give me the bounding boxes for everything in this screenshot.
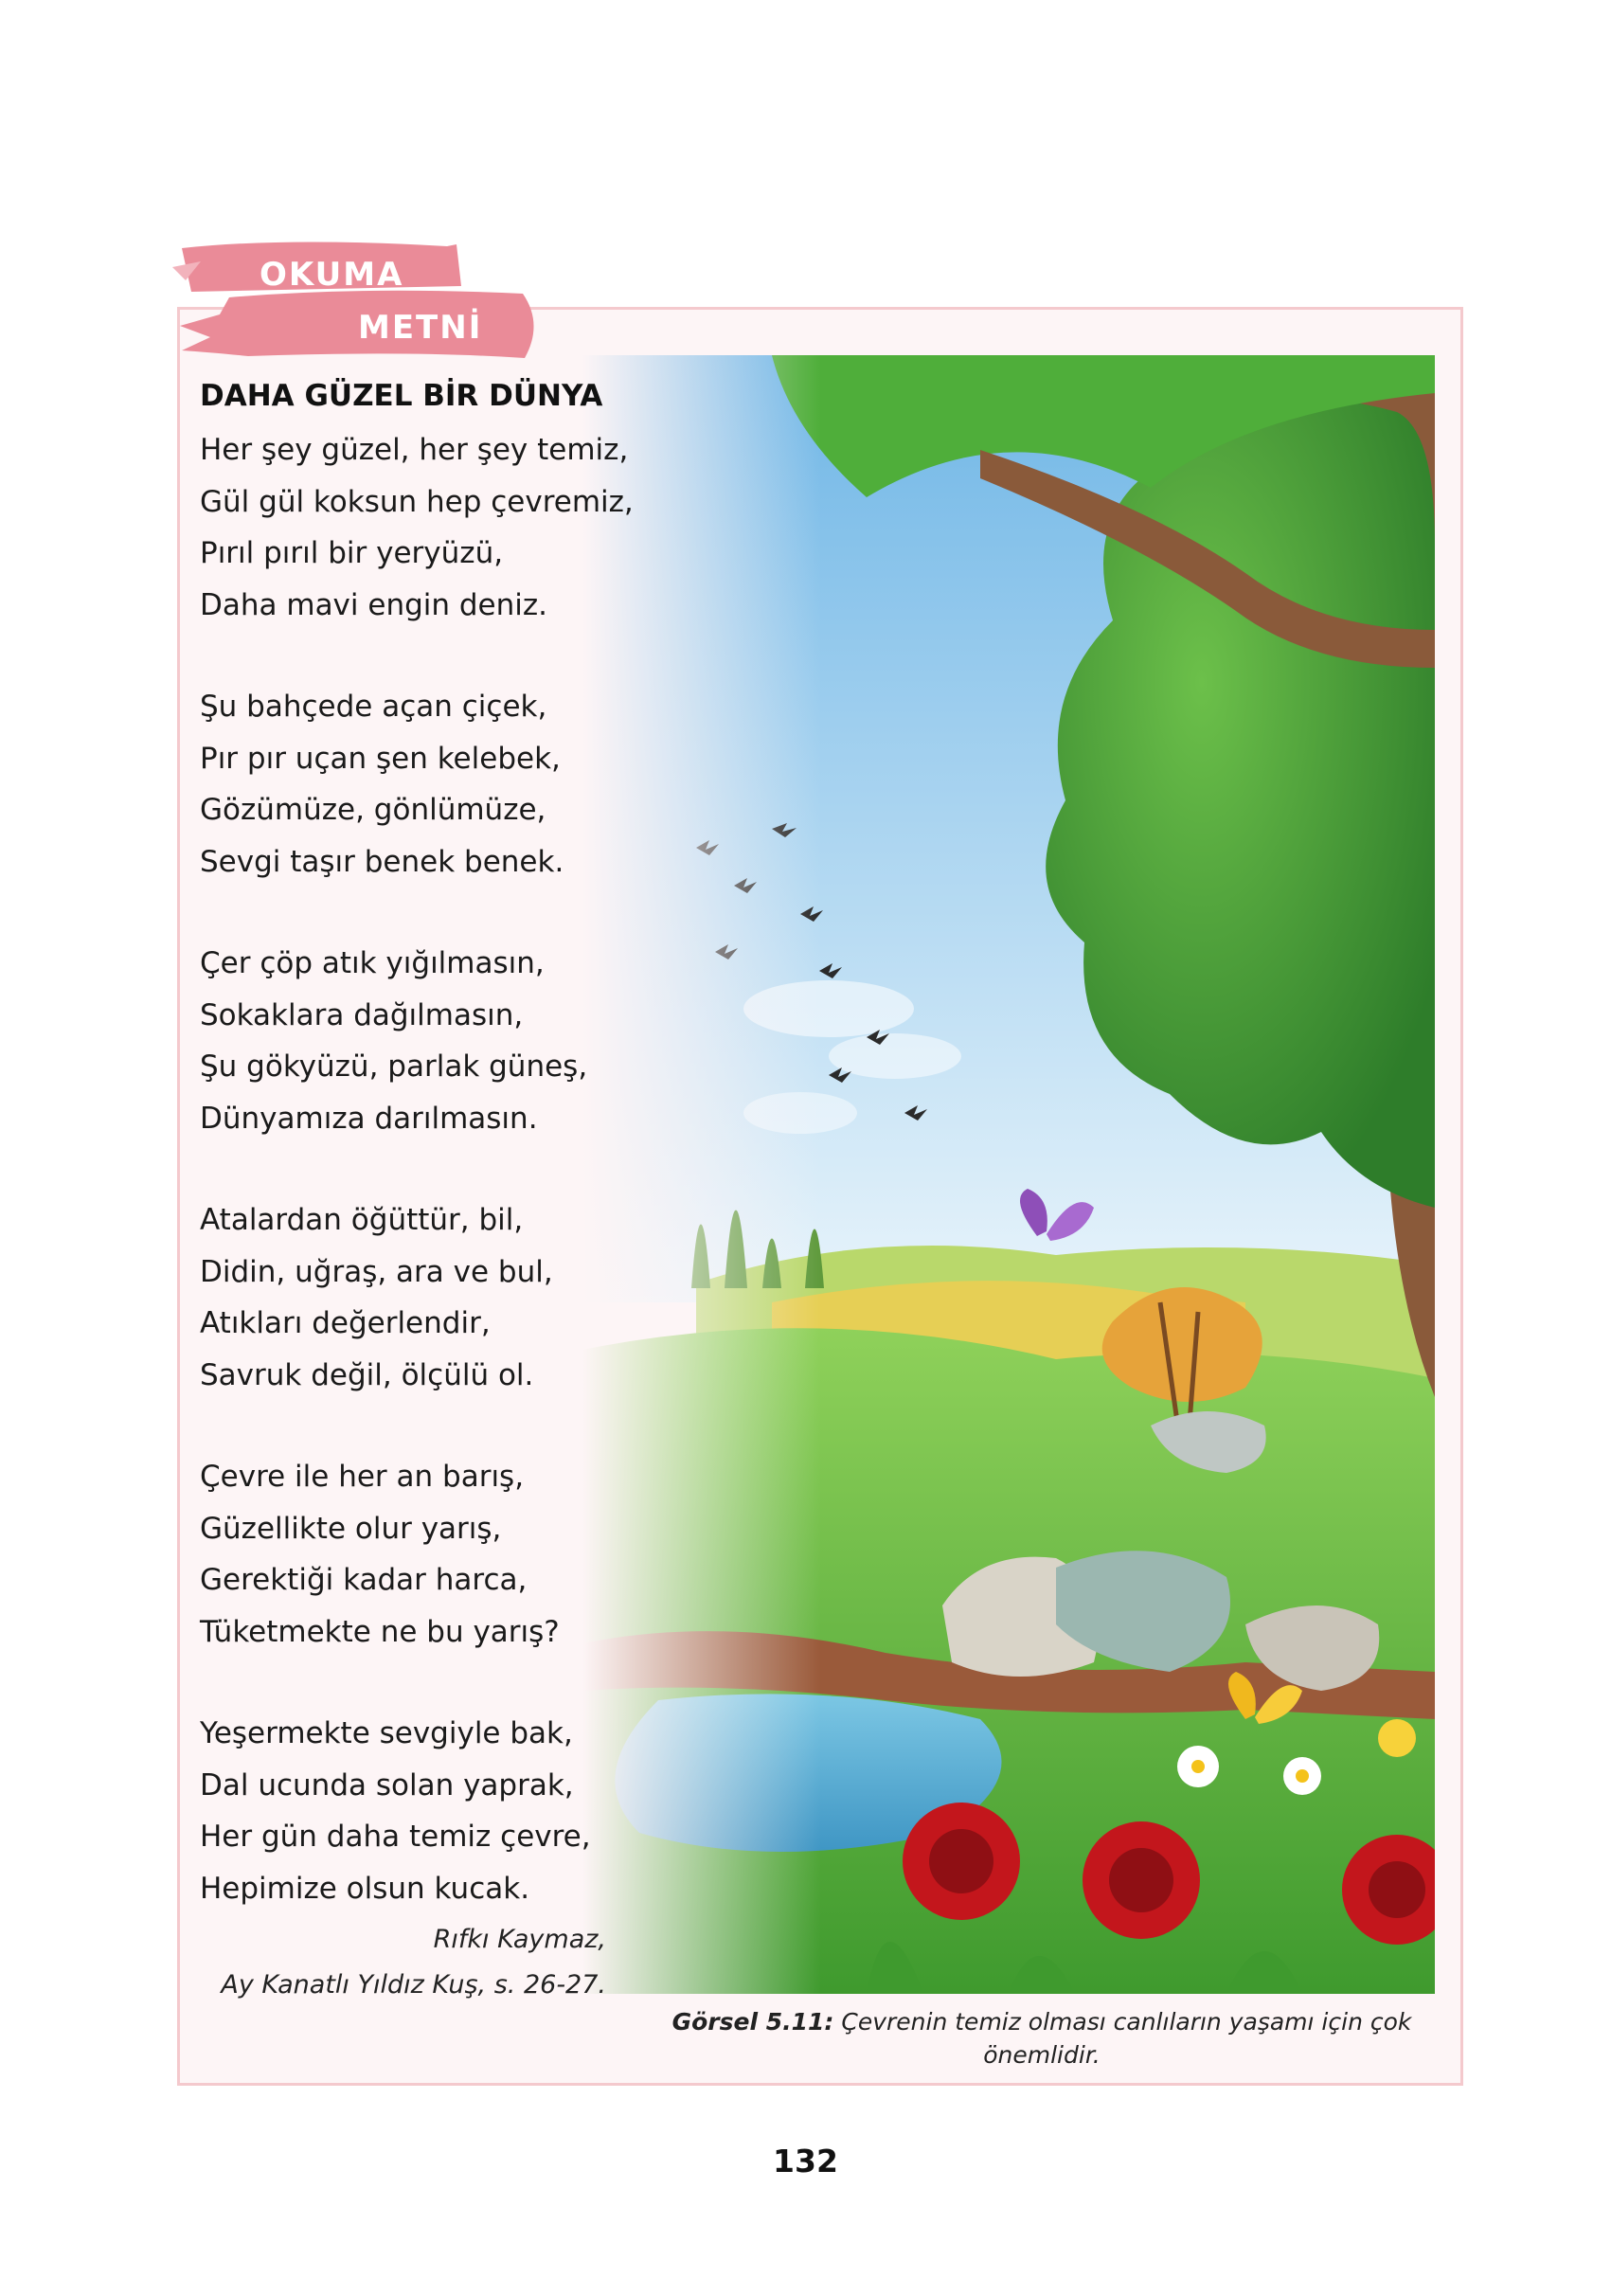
poem-line: Gül gül koksun hep çevremiz, [200, 484, 634, 519]
poem-line: Dünyamıza darılmasın. [200, 1101, 538, 1136]
poem-source: Ay Kanatlı Yıldız Kuş, s. 26-27. [221, 1970, 606, 2000]
poem-line: Çer çöp atık yığılmasın, [200, 946, 545, 980]
figure-caption [663, 2005, 1421, 2072]
stanza [200, 1451, 654, 1658]
okuma-metni-badge [172, 239, 542, 366]
caption-text: Çevrenin temiz olması canlıların yaşamı için çok önemlidir. [833, 2008, 1412, 2069]
poem-line: Tüketmekte ne bu yarış? [200, 1614, 560, 1649]
poem-line: Her gün daha temiz çevre, [200, 1820, 591, 1854]
stanza [200, 938, 654, 1144]
poem-line: Yeşermekte sevgiyle bak, [200, 1716, 573, 1750]
poem-line: Savruk değil, ölçülü ol. [200, 1357, 534, 1392]
poem-line: Dal ucunda solan yaprak, [200, 1767, 574, 1803]
stanza [200, 681, 654, 888]
poem-author: Rıfkı Kaymaz, [433, 1925, 606, 1954]
stanza [200, 1708, 654, 1914]
poem-line: Hepimize olsun kucak. [200, 1871, 530, 1906]
poem-line: Sevgi taşır benek benek. [200, 844, 564, 879]
poem-body [200, 424, 654, 1914]
poem-line: Şu bahçede açan çiçek, [200, 690, 547, 724]
poem-line: Pır pır uçan şen kelebek, [200, 741, 561, 776]
badge-line-metni: METNİ [358, 309, 483, 347]
poem-line: Pırıl pırıl bir yeryüzü, [200, 536, 504, 570]
poem-line: Atalardan öğüttür, bil, [200, 1203, 524, 1237]
poem-line: Gözümüze, gönlümüze, [200, 793, 546, 827]
caption-label: Görsel 5.11: [671, 2008, 834, 2036]
stanza [200, 1194, 654, 1401]
poem-line: Güzellikte olur yarış, [200, 1511, 502, 1546]
badge-line-okuma: OKUMA [260, 256, 404, 294]
poem-line: Atıkları değerlendir, [200, 1306, 491, 1340]
poem-title: DAHA GÜZEL BİR DÜNYA [200, 379, 603, 413]
page-number: 132 [773, 2143, 838, 2179]
poem-line: Gerektiği kadar harca, [200, 1563, 528, 1597]
nature-illustration [582, 355, 1435, 1994]
poem-line: Şu gökyüzü, parlak güneş, [200, 1049, 588, 1084]
stanza [200, 424, 654, 631]
poem-line: Çevre ile her an barış, [200, 1460, 525, 1494]
poem-line: Her şey güzel, her şey temiz, [200, 433, 629, 467]
poem-line: Didin, uğraş, ara ve bul, [200, 1254, 553, 1289]
poem-line: Daha mavi engin deniz. [200, 587, 548, 622]
poem-line: Sokaklara dağılmasın, [200, 997, 524, 1032]
